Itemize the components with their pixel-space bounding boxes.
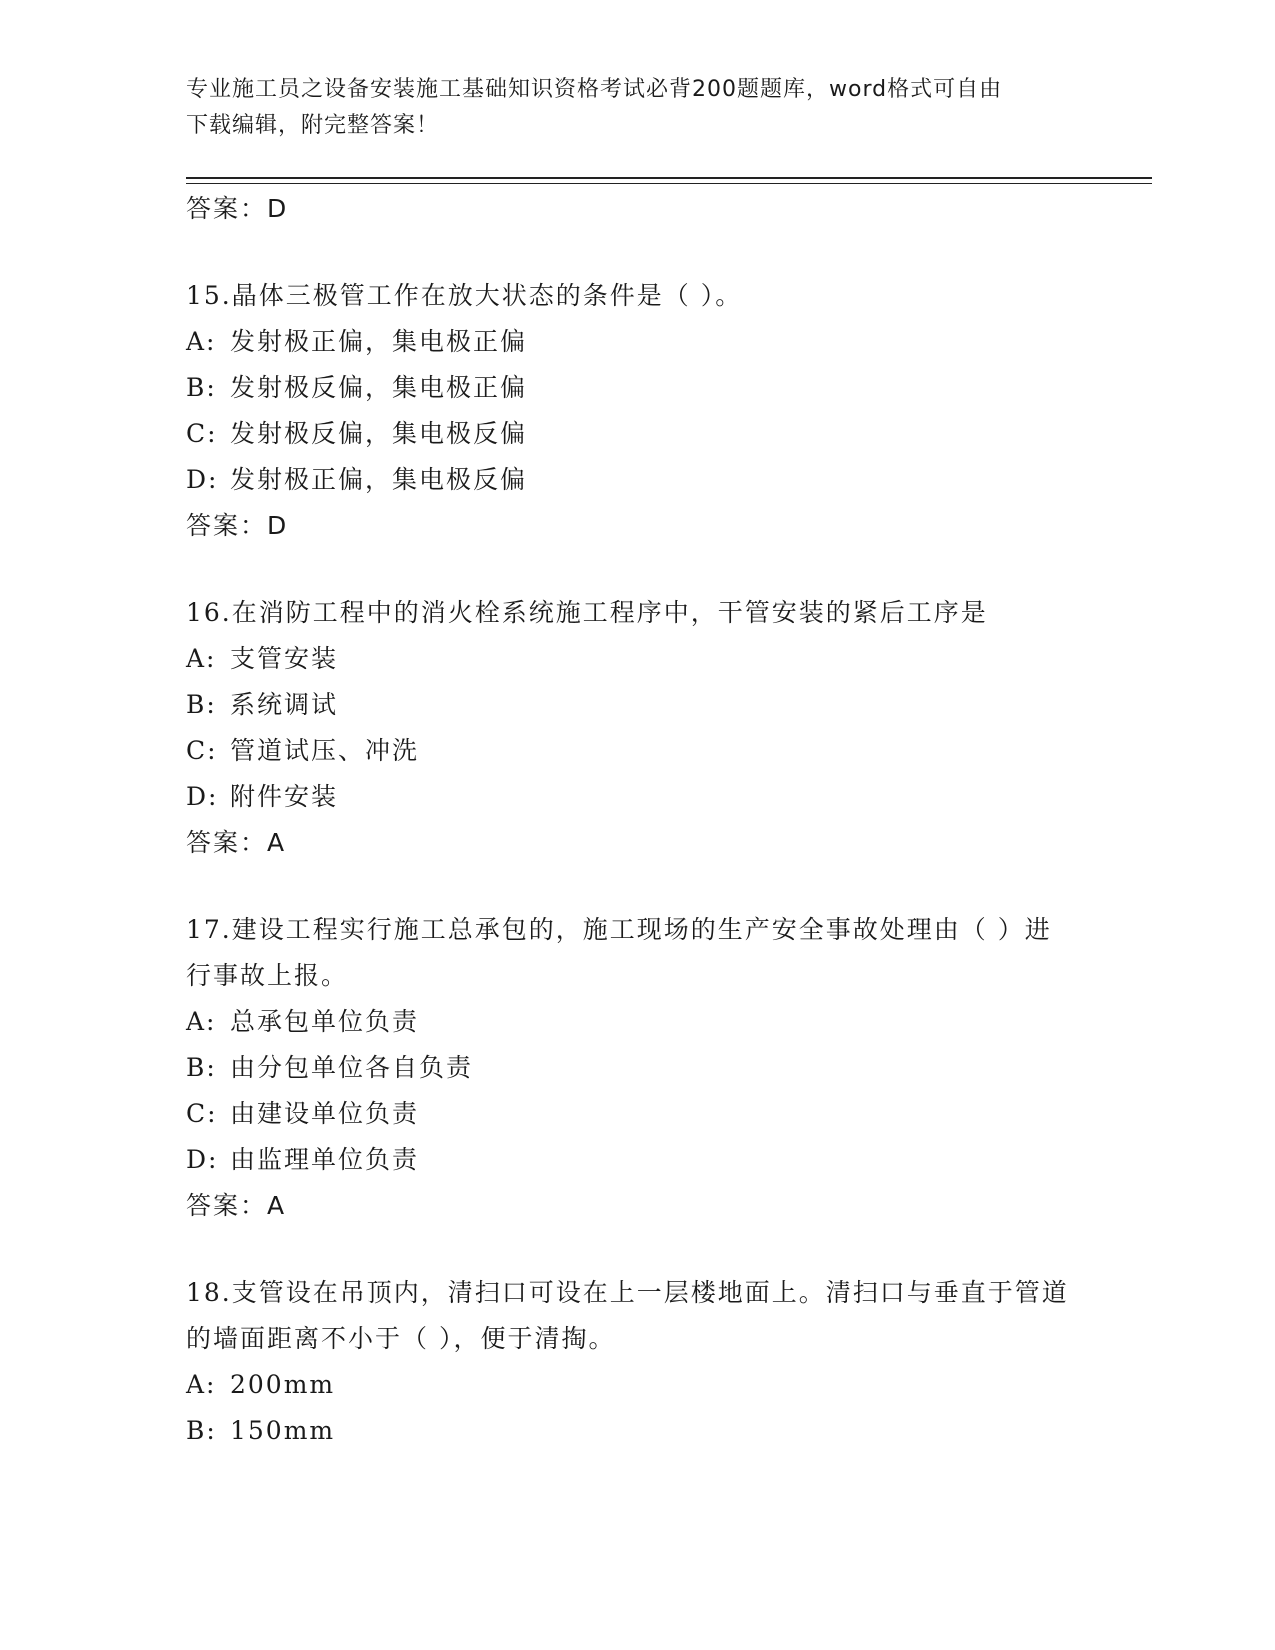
- option-letter: A:: [186, 327, 217, 356]
- option-letter: A:: [186, 1007, 217, 1036]
- option-letter: C:: [186, 736, 218, 765]
- question-17: [186, 907, 1152, 1229]
- option-letter: B:: [186, 373, 217, 402]
- header-rule-thin: [186, 183, 1152, 184]
- option-b: [186, 365, 1152, 411]
- question-18: [186, 1270, 1152, 1454]
- option-b: [186, 1408, 1152, 1454]
- answer-label: 答案：D: [186, 511, 289, 540]
- question-16: [186, 590, 1152, 866]
- option-letter: A:: [186, 644, 217, 673]
- option-text: 发射极正偏，集电极正偏: [230, 327, 528, 356]
- option-letter: B:: [186, 1416, 217, 1445]
- option-text: 由监理单位负责: [230, 1145, 420, 1174]
- option-b: [186, 1045, 1152, 1091]
- option-letter: B:: [186, 1053, 217, 1082]
- option-text: 支管安装: [230, 644, 339, 673]
- option-b: [186, 682, 1152, 728]
- option-letter: C:: [186, 419, 218, 448]
- question-15: [186, 273, 1152, 549]
- header-rule-thick: [186, 177, 1152, 179]
- option-c: [186, 1091, 1152, 1137]
- header-line-1: 专业施工员之设备安装施工基础知识资格考试必背200题题库，word格式可自由: [186, 77, 1003, 102]
- answer-label: 答案：D: [186, 194, 289, 223]
- option-c: [186, 411, 1152, 457]
- option-d: [186, 1137, 1152, 1183]
- option-letter: A:: [186, 1370, 217, 1399]
- option-text: 发射极正偏，集电极反偏: [230, 465, 528, 494]
- question-stem: 16.在消防工程中的消火栓系统施工程序中，干管安装的紧后工序是: [186, 598, 988, 627]
- option-a: [186, 999, 1152, 1045]
- option-text: 由分包单位各自负责: [230, 1053, 474, 1082]
- option-letter: B:: [186, 690, 217, 719]
- option-letter: D:: [186, 1145, 219, 1174]
- option-text: 附件安装: [230, 782, 339, 811]
- option-letter: D:: [186, 465, 219, 494]
- option-text: 由建设单位负责: [230, 1099, 420, 1128]
- option-text: 150mm: [230, 1416, 336, 1445]
- option-d: [186, 457, 1152, 503]
- option-text: 管道试压、冲洗: [230, 736, 420, 765]
- option-letter: C:: [186, 1099, 218, 1128]
- document-body: [186, 186, 1152, 1454]
- option-a: [186, 1362, 1152, 1408]
- option-text: 系统调试: [230, 690, 339, 719]
- question-stem: 17.建设工程实行施工总承包的，施工现场的生产安全事故处理由（ ）进行事故上报。: [186, 915, 1052, 990]
- option-c: [186, 728, 1152, 774]
- option-d: [186, 774, 1152, 820]
- document-header: [186, 72, 1066, 144]
- option-text: 总承包单位负责: [230, 1007, 420, 1036]
- option-a: [186, 319, 1152, 365]
- answer-label: 答案：A: [186, 1191, 287, 1220]
- option-letter: D:: [186, 782, 219, 811]
- answer-label: 答案：A: [186, 828, 287, 857]
- question-stem: 15.晶体三极管工作在放大状态的条件是（ ）。: [186, 281, 743, 310]
- option-text: 200mm: [230, 1370, 336, 1399]
- option-text: 发射极反偏，集电极反偏: [230, 419, 528, 448]
- question-stem: 18.支管设在吊顶内，清扫口可设在上一层楼地面上。清扫口与垂直于管道的墙面距离不小于（ ），便于清掏。: [186, 1278, 1069, 1353]
- header-line-2: 下载编辑，附完整答案！: [186, 113, 440, 138]
- option-a: [186, 636, 1152, 682]
- option-text: 发射极反偏，集电极正偏: [230, 373, 528, 402]
